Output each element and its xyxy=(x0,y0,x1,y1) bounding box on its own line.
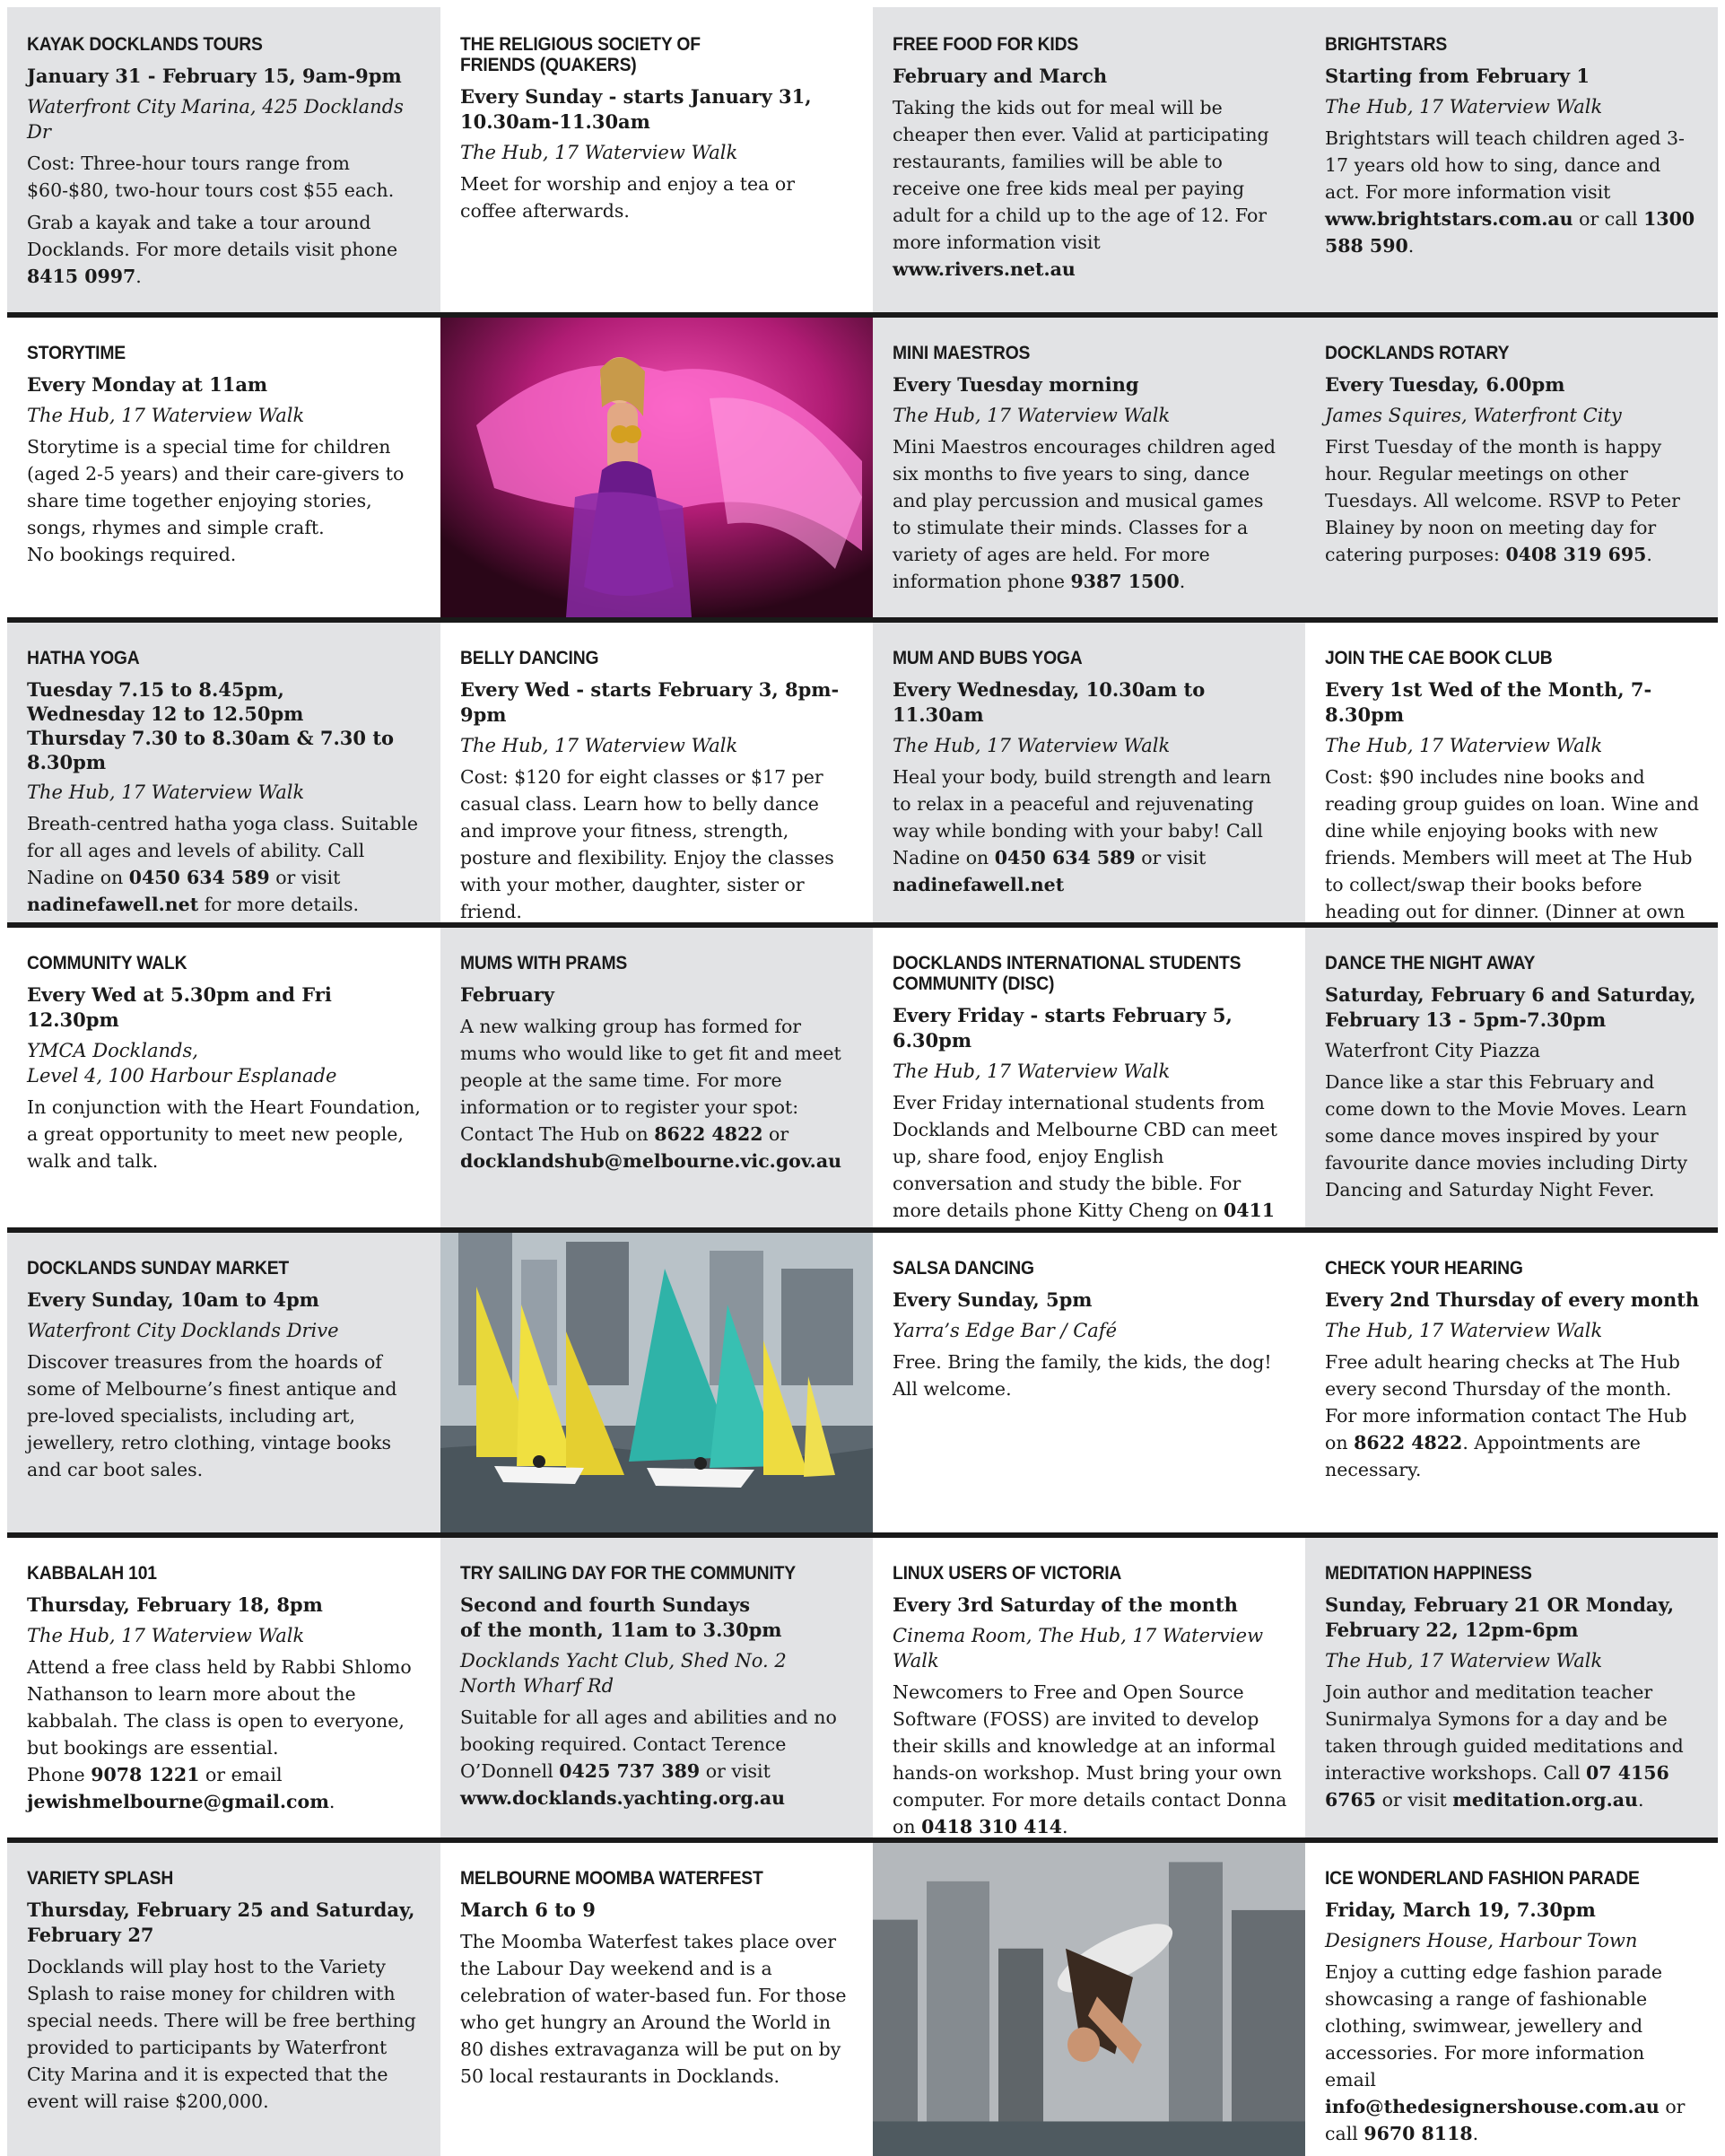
event-description: Free. Bring the family, the kids, the dog! All welcome. xyxy=(893,1351,1272,1400)
event-venue: The Hub, 17 Waterview Walk xyxy=(1325,1650,1603,1672)
event-description: Meet for worship and enjoy a tea or coffee afterwards. xyxy=(460,173,796,222)
event-description: Newcomers to Free and Open Source Software (FOSS) are invited to develop their skills and knowledge at an informal hands-on workshop. Must bring your own computer. For more details contact Donna on 0418 310 414. xyxy=(893,1681,1287,1837)
event-title: THE RELIGIOUS SOCIETY OF FRIENDS (QUAKERS) xyxy=(460,34,701,75)
event-date: Every Tuesday, 6.00pm xyxy=(1325,373,1565,396)
event-belly-dancing xyxy=(440,623,873,961)
event-date: Every Friday - starts February 5, 6.30pm xyxy=(893,1004,1233,1052)
event-venue: The Hub, 17 Waterview Walk xyxy=(27,781,305,803)
event-title: KAYAK DOCKLANDS TOURS xyxy=(27,34,263,55)
phone-number: 0411 xyxy=(1223,1200,1276,1221)
event-venue: YMCA Docklands, Level 4, 100 Harbour Esplanade xyxy=(27,1040,337,1087)
event-hearing xyxy=(1305,1233,1718,1532)
event-date: Every Tuesday morning xyxy=(893,373,1139,396)
phone-number: 0408 319 695 xyxy=(1505,544,1647,565)
event-title: BRIGHTSTARS xyxy=(1325,34,1448,55)
event-date: February and March xyxy=(893,65,1108,87)
event-brightstars xyxy=(1305,7,1718,312)
event-description: Join author and meditation teacher Sunirmalya Symons for a day and be taken through guided meditations and interactive workshops. Call 07 4156 6765 or visit meditation.org.au. xyxy=(1325,1681,1684,1811)
event-title: MUM AND BUBS YOGA xyxy=(893,648,1083,668)
event-description: The Moomba Waterfest takes place over the Labour Day weekend and is a celebration of water-based fun. For those who get hungry an Around the World in 80 dishes extravaganza will be put on by 50 local restaurants in Docklands. xyxy=(460,1931,847,2087)
event-venue: The Hub, 17 Waterview Walk xyxy=(893,1061,1171,1082)
event-quakers xyxy=(440,7,873,312)
event-title: STORYTIME xyxy=(27,343,126,363)
event-title: TRY SAILING DAY FOR THE COMMUNITY xyxy=(460,1563,796,1584)
event-date: Sunday, February 21 OR Monday, February 22, 12pm-6pm xyxy=(1325,1593,1675,1641)
event-date: January 31 - February 15, 9am-9pm xyxy=(27,65,402,87)
event-title: COMMUNITY WALK xyxy=(27,953,187,973)
event-date: Second and fourth Sundays of the month, 11am to 3.30pm xyxy=(460,1593,782,1641)
event-venue: The Hub, 17 Waterview Walk xyxy=(1325,735,1603,756)
event-sunday-market xyxy=(7,1233,440,1532)
event-venue: The Hub, 17 Waterview Walk xyxy=(27,405,305,426)
event-moomba xyxy=(440,1843,873,2156)
events-row xyxy=(7,617,1718,922)
event-venue: The Hub, 17 Waterview Walk xyxy=(1325,1320,1603,1341)
event-venue: Cinema Room, The Hub, 17 Waterview Walk xyxy=(893,1625,1264,1672)
event-kayak xyxy=(7,7,440,312)
event-date: Tuesday 7.15 to 8.45pm, Wednesday 12 to 12.50pm Thursday 7.30 to 8.30am & 7.30 to 8.30pm xyxy=(27,678,395,773)
event-free-food xyxy=(873,7,1305,312)
phone-number: 9078 1221 xyxy=(91,1764,200,1785)
event-title: SALSA DANCING xyxy=(893,1258,1034,1279)
event-description: Ever Friday international students from Docklands and Melbourne CBD can meet up, share food, enjoy English conversation and study the bible. For more details phone Kitty Cheng on 0411 xyxy=(893,1089,1287,1251)
event-title: ICE WONDERLAND FASHION PARADE xyxy=(1325,1868,1640,1889)
event-description: Discover treasures from the hoards of some of Melbourne’s finest antique and pre-loved specialists, including art, jewellery, retro clothing, vintage books and car boot sales. xyxy=(27,1351,397,1480)
website-link[interactable]: www.docklands.yachting.org.au xyxy=(460,1787,786,1809)
event-venue: The Hub, 17 Waterview Walk xyxy=(893,735,1171,756)
events-row xyxy=(7,1837,1718,2144)
event-rotary xyxy=(1305,318,1718,617)
event-description: Suitable for all ages and abilities and no booking required. Contact Terence O’Donnell 0425 737 389 or visit www.docklands.yachting.org.au xyxy=(460,1706,837,1809)
event-description: Docklands will play host to the Variety Splash to raise money for children with special needs. There will be free berthing provided to participants by Waterfront City Marina and it is expected that the event will raise $200,000. xyxy=(27,1956,416,2112)
event-venue: The Hub, 17 Waterview Walk xyxy=(27,1625,305,1646)
events-row xyxy=(7,1532,1718,1837)
phone-number: 9670 8118 xyxy=(1363,2123,1473,2144)
event-venue: Yarra’s Edge Bar / Café xyxy=(893,1320,1118,1341)
event-date: Every Sunday, 5pm xyxy=(893,1288,1093,1311)
event-date: Every Sunday - starts January 31, 10.30am-11.30am xyxy=(460,85,812,133)
events-row xyxy=(7,312,1718,617)
event-venue: The Hub, 17 Waterview Walk xyxy=(460,735,738,756)
website-link[interactable]: nadinefawell.net xyxy=(893,874,1065,895)
event-title: MINI MAESTROS xyxy=(893,343,1031,363)
events-row xyxy=(7,922,1718,1227)
website-link[interactable]: www.rivers.net.au xyxy=(893,258,1076,280)
email-link[interactable]: info@thedesignershouse.com.au xyxy=(1325,2096,1660,2117)
phone-number: 0450 634 589 xyxy=(994,847,1136,869)
phone-number: 8622 4822 xyxy=(654,1123,763,1145)
event-venue: Waterfront City Docklands Drive xyxy=(27,1320,339,1341)
phone-number: 0450 634 589 xyxy=(128,867,270,888)
event-title: MELBOURNE MOOMBA WATERFEST xyxy=(460,1868,763,1889)
event-description: Dance like a star this February and come down to the Movie Moves. Learn some dance moves inspired by your favourite dance movies including Dirty Dancing and Saturday Night Fever. xyxy=(1325,1071,1688,1200)
event-description: Cost: $120 for eight classes or $17 per casual class. Learn how to belly dance and improve your fitness, strength, posture and flexibility. Enjoy the classes with your mother, daughter, sister or friend. xyxy=(460,766,834,922)
event-title: DOCKLANDS ROTARY xyxy=(1325,343,1510,363)
event-storytime xyxy=(7,318,440,617)
event-try-sailing xyxy=(440,1538,873,1849)
event-description: Cost: $90 includes nine books and reading group guides on loan. Wine and dine while enjoying books with new friends. Members will meet at The Hub to collect/swap their books before heading out for dinner. (Dinner at own xyxy=(1325,766,1700,922)
event-venue: The Hub, 17 Waterview Walk xyxy=(460,142,738,163)
event-venue: Waterfront City Marina, 425 Docklands Dr xyxy=(27,96,404,143)
event-description: Taking the kids out for meal will be cheaper then ever. Valid at participating restaurants, families will be able to receive one free kids meal per paying adult for a child up to the age of 12. For more information visit www.rivers.net.au xyxy=(893,97,1269,280)
phone-number: 1300 588 590 xyxy=(1325,208,1695,257)
event-title: DANCE THE NIGHT AWAY xyxy=(1325,953,1536,973)
event-date: Every Sunday, 10am to 4pm xyxy=(27,1288,319,1311)
event-date: February xyxy=(460,983,555,1006)
event-dance-night xyxy=(1305,928,1718,1260)
event-title: CHECK YOUR HEARING xyxy=(1325,1258,1523,1279)
event-cost: Cost: Three-hour tours range from $60-$80, two-hour tours cost $55 each. xyxy=(27,153,395,201)
event-date: Starting from February 1 xyxy=(1325,65,1590,87)
event-date: March 6 to 9 xyxy=(460,1899,596,1921)
event-description: Free adult hearing checks at The Hub every second Thursday of the month. For more information contact The Hub on 8622 4822. Appointments are necessary. xyxy=(1325,1351,1687,1480)
event-date: Every 2nd Thursday of every month xyxy=(1325,1288,1700,1311)
event-description: Mini Maestros encourages children aged six months to five years to sing, dance and play percussion and musical games to stimulate their minds. Classes for a variety of ages are held. For more information phone 9387 1500. xyxy=(893,436,1276,592)
event-title: FREE FOOD FOR KIDS xyxy=(893,34,1079,55)
event-note: No bookings required. xyxy=(27,544,237,565)
event-title: MUMS WITH PRAMS xyxy=(460,953,628,973)
event-mini-maestros xyxy=(873,318,1305,617)
event-venue: The Hub, 17 Waterview Walk xyxy=(893,405,1171,426)
event-title: KABBALAH 101 xyxy=(27,1563,157,1584)
phone-number: 8622 4822 xyxy=(1354,1432,1463,1453)
event-date: Friday, March 19, 7.30pm xyxy=(1325,1899,1596,1921)
event-title: JOIN THE CAE BOOK CLUB xyxy=(1325,648,1553,668)
event-variety-splash xyxy=(7,1843,440,2156)
event-description: Attend a free class held by Rabbi Shlomo Nathanson to learn more about the kabbalah. The class is open to everyone, but bookings are essential. xyxy=(27,1656,412,1759)
event-title: DOCKLANDS INTERNATIONAL STUDENTS COMMUNITY (DISC) xyxy=(893,953,1241,994)
event-fashion-parade xyxy=(1305,1843,1718,2156)
event-date: Every Wed at 5.30pm and Fri 12.30pm xyxy=(27,983,332,1031)
event-venue: Waterfront City Piazza xyxy=(1325,1040,1541,1061)
event-salsa xyxy=(873,1233,1305,1532)
event-venue: James Squires, Waterfront City xyxy=(1325,405,1622,426)
website-link[interactable]: nadinefawell.net xyxy=(27,894,199,915)
wakeboard-photo xyxy=(873,1843,1305,2156)
event-meditation xyxy=(1305,1538,1718,1849)
event-contact: Phone 9078 1221 or email jewishmelbourne@gmail.com. xyxy=(27,1764,335,1812)
event-title: LINUX USERS OF VICTORIA xyxy=(893,1563,1122,1584)
event-book-club xyxy=(1305,623,1718,961)
website-link[interactable]: www.brightstars.com.au xyxy=(1325,208,1573,230)
phone-number: 0418 310 414 xyxy=(921,1816,1062,1837)
event-date: Every Wed - starts February 3, 8pm-9pm xyxy=(460,678,840,726)
event-date: Every Wednesday, 10.30am to 11.30am xyxy=(893,678,1206,726)
event-title: DOCKLANDS SUNDAY MARKET xyxy=(27,1258,290,1279)
event-title: HATHA YOGA xyxy=(27,648,140,668)
sailing-photo xyxy=(440,1233,873,1532)
belly-dancer-photo xyxy=(440,318,873,617)
event-description: In conjunction with the Heart Foundation, a great opportunity to meet new people, walk and talk. xyxy=(27,1096,421,1172)
phone-number: 9387 1500 xyxy=(1070,571,1180,592)
email-link[interactable]: jewishmelbourne@gmail.com xyxy=(27,1791,329,1812)
event-date: Thursday, February 18, 8pm xyxy=(27,1593,323,1616)
event-date: Every Monday at 11am xyxy=(27,373,268,396)
event-community-walk xyxy=(7,928,440,1260)
event-date: Saturday, February 6 and Saturday, February 13 - 5pm-7.30pm xyxy=(1325,983,1696,1031)
event-mums-prams xyxy=(440,928,873,1260)
event-venue: Designers House, Harbour Town xyxy=(1325,1930,1638,1951)
phone-number: 07 4156 6765 xyxy=(1325,1762,1669,1811)
event-linux xyxy=(873,1538,1305,1849)
event-description: Breath-centred hatha yoga class. Suitable for all ages and levels of ability. Call Nadine on 0450 634 589 or visit nadinefawell.net for more details. xyxy=(27,813,419,915)
event-description: First Tuesday of the month is happy hour. Regular meetings on other Tuesdays. All welcome. RSVP to Peter Blainey by noon on meeting day for catering purposes: 0408 319 695. xyxy=(1325,436,1680,565)
event-venue: The Hub, 17 Waterview Walk xyxy=(1325,96,1603,118)
website-link[interactable]: meditation.org.au xyxy=(1452,1789,1638,1811)
event-disc xyxy=(873,928,1305,1260)
event-kabbalah xyxy=(7,1538,440,1849)
events-listing xyxy=(7,7,1718,2144)
phone-number: 8415 0997 xyxy=(27,266,136,287)
events-row xyxy=(7,7,1718,312)
event-description: Heal your body, build strength and learn to relax in a peaceful and rejuvenating way while bonding with your baby! Call Nadine on 0450 634 589 or visit nadinefawell.net xyxy=(893,766,1272,895)
event-title: MEDITATION HAPPINESS xyxy=(1325,1563,1532,1584)
event-description: A new walking group has formed for mums who would like to get fit and meet people at the same time. For more information or to register your spot: Contact The Hub on 8622 4822 or docklandshub@melbourne.vic.gov.au xyxy=(460,1016,842,1172)
event-venue: Docklands Yacht Club, Shed No. 2 North Wharf Rd xyxy=(460,1650,787,1697)
event-mum-bubs-yoga xyxy=(873,623,1305,961)
event-date: Every 1st Wed of the Month, 7-8.30pm xyxy=(1325,678,1652,726)
event-date: Thursday, February 25 and Saturday, February 27 xyxy=(27,1899,415,1946)
events-row xyxy=(7,1227,1718,1532)
event-description: Storytime is a special time for children (aged 2-5 years) and their care-givers to share time together enjoying stories, songs, rhymes and simple craft. xyxy=(27,436,405,538)
event-title: VARIETY SPLASH xyxy=(27,1868,174,1889)
event-description: Grab a kayak and take a tour around Docklands. For more details visit phone 8415 0997. xyxy=(27,212,398,287)
event-hatha-yoga xyxy=(7,623,440,961)
event-description: Enjoy a cutting edge fashion parade showcasing a range of fashionable clothing, swimwear, jewellery and accessories. For more information email info@thedesignershouse.com.au or call 9670 8118. xyxy=(1325,1961,1686,2144)
event-date: Every 3rd Saturday of the month xyxy=(893,1593,1238,1616)
event-title: BELLY DANCING xyxy=(460,648,599,668)
phone-number: 0425 737 389 xyxy=(559,1760,701,1782)
email-link[interactable]: docklandshub@melbourne.vic.gov.au xyxy=(460,1150,842,1172)
event-description: Brightstars will teach children aged 3-17 years old how to sing, dance and act. For more information visit www.brightstars.com.au or call 1300 588 590. xyxy=(1325,127,1695,257)
